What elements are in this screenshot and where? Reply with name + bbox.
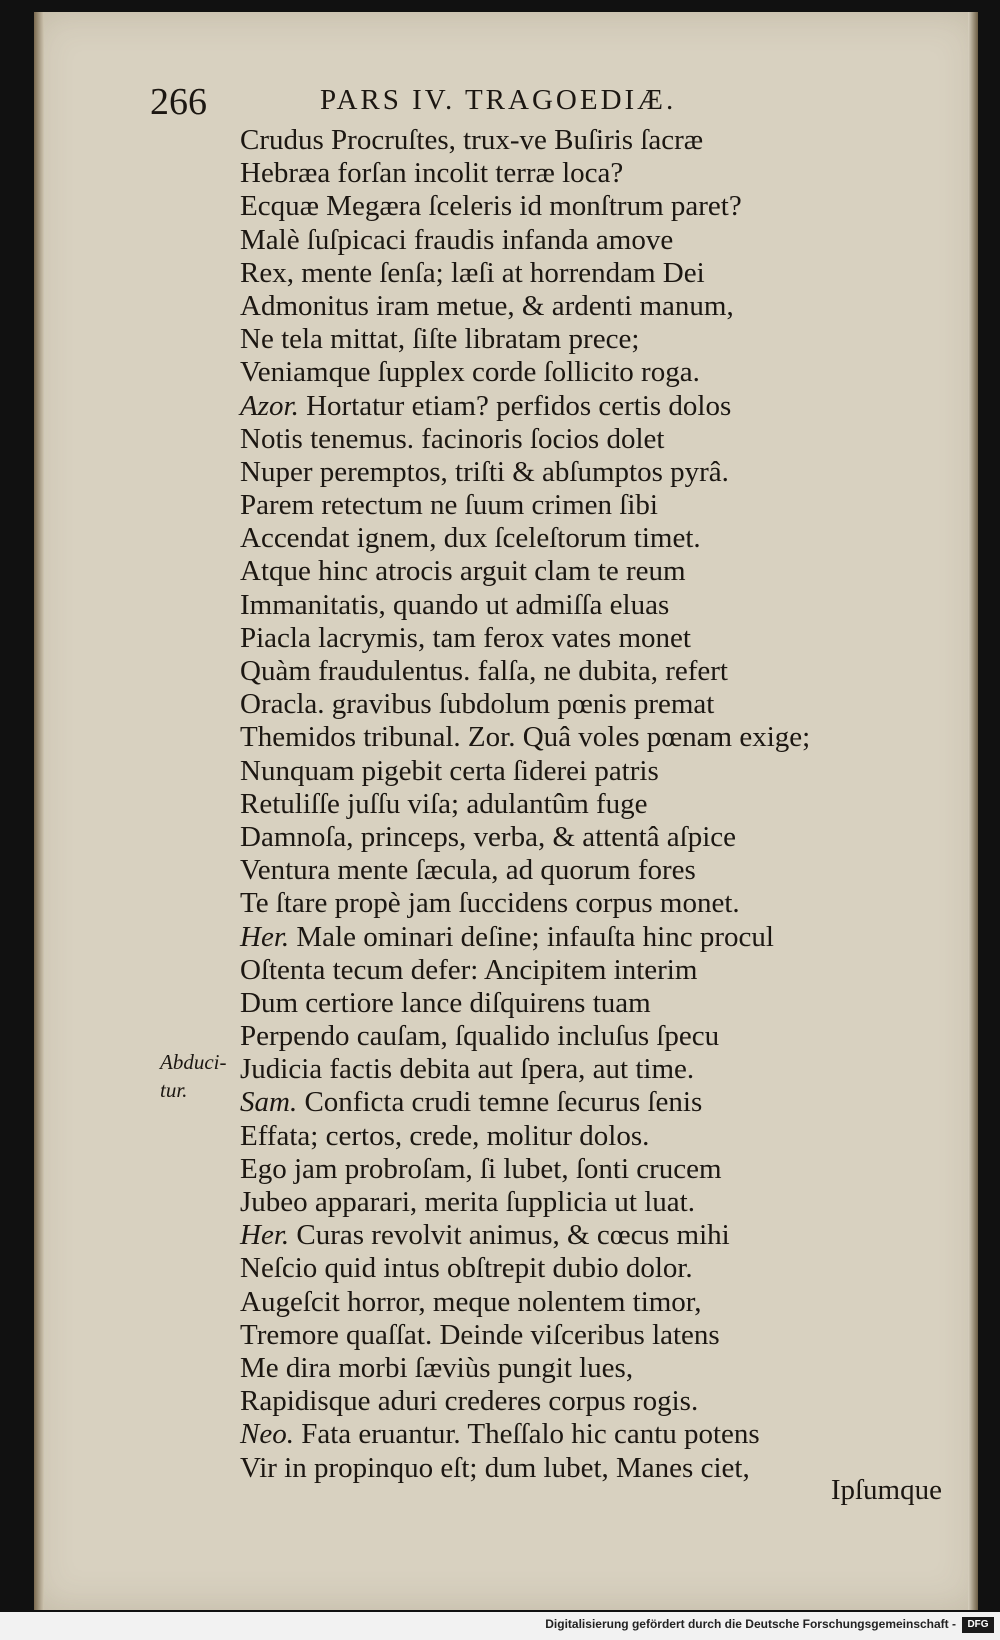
verse-text: Atque hinc atrocis arguit clam te reum [240, 555, 686, 588]
verse-text: Male ominari deſine; infauſta hinc procul [296, 920, 774, 953]
page-edge-right [968, 12, 978, 1610]
speaker-label: Azor. [240, 389, 299, 422]
verse-text: Quàm fraudulentus. falſa, ne dubita, refert [240, 655, 728, 687]
verse-text: Rex, mente ſenſa; læſi at horrendam Dei [240, 256, 705, 289]
verse-text: Te ſtare propè jam ſuccidens corpus monet. [240, 887, 740, 920]
verse-line [240, 1319, 930, 1352]
verse-line [240, 755, 930, 788]
verse-line [240, 788, 930, 821]
verse-text: Immanitatis, quando ut admiſſa eluas [240, 588, 670, 621]
verse-line [240, 1186, 930, 1219]
verse-text: Rapidisque aduri crederes corpus rogis. [240, 1385, 699, 1418]
verse-line [240, 954, 930, 987]
speaker-label: Her. [240, 920, 290, 953]
verse-text: Themidos tribunal. Zor. Quâ voles pœnam exige; [240, 721, 811, 754]
verse-block [240, 124, 930, 1485]
speaker-label: Neo. [240, 1418, 294, 1451]
verse-line [240, 987, 930, 1020]
dfg-logo: DFG [962, 1617, 994, 1633]
verse-line [240, 1086, 930, 1119]
verse-line [240, 854, 930, 887]
verse-text: Jubeo apparari, merita ſupplicia ut luat. [240, 1186, 695, 1218]
stage-direction [160, 1048, 240, 1104]
verse-line [240, 655, 930, 688]
verse-line [240, 290, 930, 323]
verse-line [240, 1286, 930, 1319]
verse-line [240, 1053, 930, 1086]
verse-line [240, 257, 930, 290]
verse-text: Oracla. gravibus ſubdolum pœnis premat [240, 688, 715, 721]
verse-text: Oſtenta tecum defer: Ancipitem interim [240, 953, 698, 986]
verse-text: Parem retectum ne ſuum crimen ſibi [240, 489, 658, 522]
verse-line [240, 887, 930, 920]
verse-text: Crudus Procruſtes, trux-ve Buſiris ſacræ [240, 124, 704, 156]
verse-line [240, 1020, 930, 1053]
verse-line [240, 1120, 930, 1153]
verse-text: Curas revolvit animus, & cœcus mihi [296, 1219, 730, 1252]
verse-text: Damnoſa, princeps, verba, & attentâ aſpice [240, 820, 737, 853]
verse-text: Ne tela mittat, ſiſte libratam prece; [240, 323, 640, 356]
speaker-label: Her. [240, 1219, 290, 1252]
verse-text: Augeſcit horror, meque nolentem timor, [240, 1285, 702, 1318]
verse-line [240, 1252, 930, 1285]
verse-text: Me dira morbi ſæviùs pungit lues, [240, 1351, 634, 1384]
verse-text: Piacla lacrymis, tam ferox vates monet [240, 621, 691, 654]
page-number: 266 [150, 81, 207, 123]
verse-text: Tremore quaſſat. Deinde viſceribus latens [240, 1318, 720, 1351]
verse-text: Malè ſuſpicaci fraudis infanda amove [240, 223, 674, 256]
verse-line [240, 522, 930, 555]
footer-bar [0, 1612, 1000, 1640]
verse-line [240, 124, 930, 157]
verse-text: Ego jam probroſam, ſi lubet, ſonti crucem [240, 1152, 722, 1185]
page-header [150, 80, 890, 124]
verse-line [240, 224, 930, 257]
verse-line [240, 456, 930, 489]
verse-line [240, 1418, 930, 1451]
verse-line [240, 157, 930, 190]
verse-line [240, 921, 930, 954]
verse-text: Nuper peremptos, triſti & abſumptos pyrâ. [240, 455, 729, 488]
verse-text: Perpendo cauſam, ſqualido incluſus ſpecu [240, 1020, 720, 1053]
verse-line [240, 423, 930, 456]
verse-line [240, 622, 930, 655]
verse-text: Admonitus iram metue, & ardenti manum, [240, 289, 734, 322]
verse-line [240, 356, 930, 389]
stage-direction-line: tur. [160, 1078, 188, 1102]
verse-text: Ecquæ Megæra ſceleris id monſtrum paret? [240, 190, 742, 223]
verse-line [240, 323, 930, 356]
verse-line [240, 555, 930, 588]
verse-text: Hebræa forſan incolit terræ loca? [240, 157, 624, 190]
verse-text: Effata; certos, crede, molitur dolos. [240, 1119, 650, 1152]
verse-text: Retuliſſe juſſu viſa; adulantûm fuge [240, 787, 648, 820]
verse-text: Fata eruantur. Theſſalo hic cantu potens [301, 1418, 760, 1451]
verse-line [240, 1452, 930, 1485]
verse-line [240, 589, 930, 622]
verse-text: Vir in propinquo eſt; dum lubet, Manes ciet, [240, 1451, 750, 1484]
page-edge-left [34, 12, 44, 1610]
speaker-label: Sam. [240, 1086, 298, 1119]
verse-text: Neſcio quid intus obſtrepit dubio dolor. [240, 1252, 693, 1285]
verse-text: Hortatur etiam? perfidos certis dolos [306, 389, 732, 422]
catchword: Ipſumque [830, 1474, 942, 1506]
verse-text: Dum certiore lance diſquirens tuam [240, 986, 651, 1019]
stage-direction-line: Abduci- [160, 1050, 227, 1074]
verse-text: Ventura mente ſæcula, ad quorum fores [240, 854, 696, 887]
verse-text: Notis tenemus. facinoris ſocios dolet [240, 422, 665, 455]
verse-line [240, 821, 930, 854]
verse-line [240, 489, 930, 522]
verse-line [240, 1153, 930, 1186]
verse-text: Veniamque ſupplex corde ſollicito roga. [240, 356, 700, 389]
verse-line [240, 1219, 930, 1252]
verse-line [240, 1352, 930, 1385]
verse-text: Nunquam pigebit certa ſiderei patris [240, 754, 659, 787]
verse-line [240, 390, 930, 423]
verse-line [240, 190, 930, 223]
running-head: PARS IV. TRAGOEDIÆ. [320, 84, 677, 116]
verse-line [240, 688, 930, 721]
verse-line [240, 721, 930, 754]
verse-text: Judicia factis debita aut ſpera, aut time. [240, 1053, 695, 1086]
verse-text: Accendat ignem, dux ſceleſtorum timet. [240, 522, 701, 555]
verse-text: Conficta crudi temne ſecurus ſenis [304, 1086, 703, 1119]
verse-line [240, 1385, 930, 1418]
funding-credit: Digitalisierung gefördert durch die Deutsche Forschungsgemeinschaft - [545, 1617, 956, 1631]
